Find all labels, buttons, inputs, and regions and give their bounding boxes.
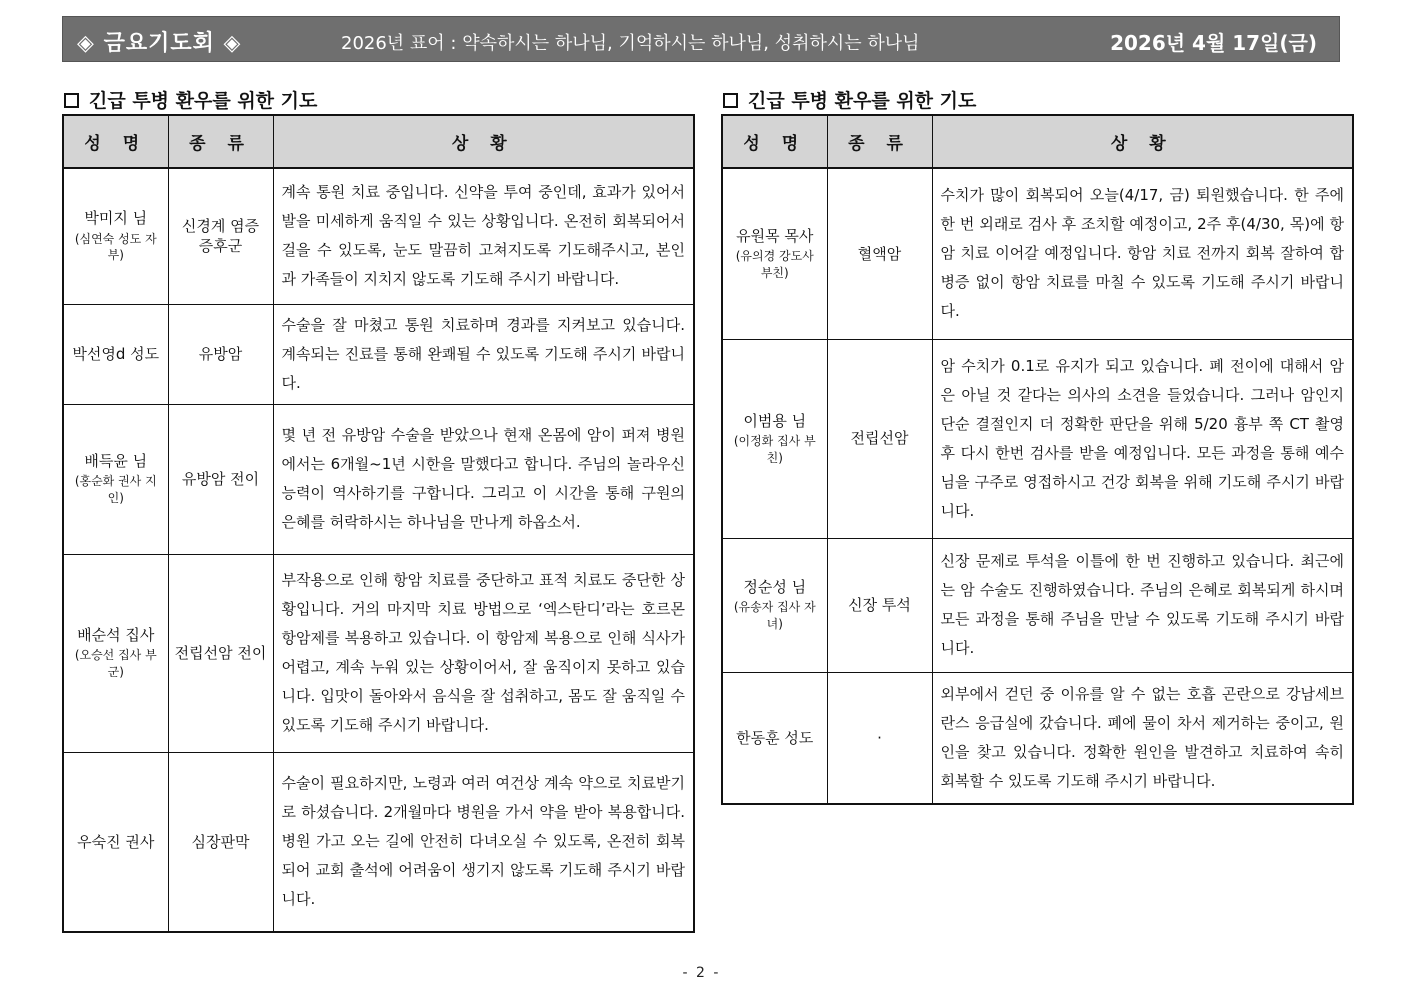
checkbox-square-icon — [64, 93, 79, 108]
table-row — [63, 168, 694, 304]
situation-text: 외부에서 걷던 중 이유를 알 수 없는 호흡 곤란으로 강남세브란스 응급실에 갔습니다. 폐에 물이 차서 제거하는 중이고, 원인을 찾고 있습니다. 정확한 원인을 발견하고 치료하여 속히 회복할 수 있도록 기도해 주시기 바랍니다. — [932, 672, 1353, 804]
patient-relation: (유송자 집사 자녀) — [733, 600, 816, 632]
situation-text: 계속 통원 치료 중입니다. 신약을 투여 중인데, 효과가 있어서 발을 미세하게 움직일 수 있는 상황입니다. 온전히 회복되어서 걸을 수 있도록, 눈도 말끔히 고쳐지도록 기도해주시고, 본인과 가족들이 지치지 않도록 기도해 주시기 바랍니다. — [273, 168, 694, 304]
page-number: - 2 - — [682, 965, 721, 981]
column-header-situation: 상 황 — [932, 115, 1353, 168]
patient-name-cell — [63, 404, 168, 554]
patient-name-cell — [722, 168, 827, 339]
patient-name: 배득윤 님 — [84, 452, 148, 471]
table-row — [63, 554, 694, 752]
column-header-situation: 상 황 — [273, 115, 694, 168]
patient-name-cell — [63, 554, 168, 752]
patient-name: 박선영d 성도 — [72, 344, 160, 363]
illness-kind: 전립선암 전이 — [168, 554, 273, 752]
patient-name-cell — [63, 168, 168, 304]
bulletin-date: 2026년 4월 17일(금) — [1110, 31, 1317, 55]
patient-relation: (이정화 집사 부친) — [733, 433, 816, 465]
situation-text: 암 수치가 0.1로 유지가 되고 있습니다. 폐 전이에 대해서 암은 아닐 것 같다는 의사의 소견을 들었습니다. 그러나 암인지 단순 결절인지 더 정확한 판단을 위해 5/20 흉부 쪽 CT 촬영 후 다시 한번 검사를 받을 예정입니다. 모든 과정을 통해 예수님을 구주로 영접하시고 건강 회복을 위해 기도해 주시기 바랍니다. — [932, 339, 1353, 538]
patient-name-cell — [722, 538, 827, 672]
illness-kind: 유방암 전이 — [168, 404, 273, 554]
table-row — [63, 404, 694, 554]
patient-name: 유원목 목사 — [736, 226, 814, 245]
illness-kind: 심장판막 — [168, 752, 273, 932]
column-header-name: 성 명 — [63, 115, 168, 168]
patient-name-cell — [63, 752, 168, 932]
situation-text: 수술을 잘 마쳤고 통원 치료하며 경과를 지켜보고 있습니다. 계속되는 진료를 통해 완쾌될 수 있도록 기도해 주시기 바랍니다. — [273, 304, 694, 404]
patient-name-cell — [722, 339, 827, 538]
table-row — [722, 339, 1353, 538]
patient-name-cell — [722, 672, 827, 804]
patient-relation: (오승선 집사 부군) — [74, 648, 157, 680]
bulletin-title: ◈ 금요기도회 ◈ — [77, 31, 242, 56]
illness-kind: 혈액암 — [827, 168, 932, 339]
table-row — [722, 538, 1353, 672]
right-section-title — [723, 86, 976, 113]
situation-text: 수술이 필요하지만, 노령과 여러 여건상 계속 약으로 치료받기로 하셨습니다. 2개월마다 병원을 가서 약을 받아 복용합니다. 병원 가고 오는 길에 안전히 다녀오실 수 있도록, 온전히 회복되어 교회 출석에 어려움이 생기지 않도록 기도해 주시기 바랍니다. — [273, 752, 694, 932]
column-header-kind: 종 류 — [827, 115, 932, 168]
illness-kind: · — [827, 672, 932, 804]
patient-name: 이범용 님 — [743, 411, 807, 430]
situation-text: 몇 년 전 유방암 수술을 받았으나 현재 온몸에 암이 퍼져 병원에서는 6개월~1년 시한을 말했다고 합니다. 주님의 놀라우신 능력이 역사하기를 구합니다. 그리고 이 시간을 통해 구원의 은혜를 허락하시는 하나님을 만나게 하옵소서. — [273, 404, 694, 554]
left-section-title-text: 긴급 투병 환우를 위한 기도 — [89, 90, 318, 112]
table-row — [722, 168, 1353, 339]
right-section-title-text: 긴급 투병 환우를 위한 기도 — [748, 90, 977, 112]
illness-kind: 전립선암 — [827, 339, 932, 538]
patient-name: 배순석 집사 — [77, 626, 155, 645]
patient-name: 정순성 님 — [743, 578, 807, 597]
table-row — [63, 304, 694, 404]
table-row — [722, 672, 1353, 804]
patient-relation: (홍순화 권사 지인) — [74, 474, 157, 506]
patient-relation: (유의경 강도사 부친) — [735, 249, 814, 280]
patient-name-cell — [63, 304, 168, 404]
left-prayer-table — [62, 114, 695, 933]
table-header-row — [63, 115, 694, 168]
situation-text: 부작용으로 인해 항암 치료를 중단하고 표적 치료도 중단한 상황입니다. 거의 마지막 치료 방법으로 ‘엑스탄디’라는 호르몬 항암제를 복용하고 있습니다. 이 항암제 복용으로 인해 식사가 어렵고, 계속 누워 있는 상황이어서, 잘 움직이지 못하고 있습니다. 입맛이 돌아와서 음식을 잘 섭취하고, 몸도 잘 움직일 수 있도록 기도해 주시기 바랍니다. — [273, 554, 694, 752]
checkbox-square-icon — [723, 93, 738, 108]
right-prayer-table — [721, 114, 1354, 805]
illness-kind: 유방암 — [168, 304, 273, 404]
illness-kind: 신경계 염증 증후군 — [168, 168, 273, 304]
column-header-kind: 종 류 — [168, 115, 273, 168]
patient-name: 우숙진 권사 — [77, 832, 155, 851]
column-header-name: 성 명 — [722, 115, 827, 168]
illness-kind: 신장 투석 — [827, 538, 932, 672]
patient-name: 박미지 님 — [84, 209, 148, 228]
table-row — [63, 752, 694, 932]
year-motto: 2026년 표어 : 약속하시는 하나님, 기억하시는 하나님, 성취하시는 하나님 — [341, 33, 920, 54]
patient-name: 한동훈 성도 — [736, 728, 814, 747]
table-header-row — [722, 115, 1353, 168]
situation-text: 신장 문제로 투석을 이틀에 한 번 진행하고 있습니다. 최근에는 암 수술도 진행하였습니다. 주님의 은혜로 회복되게 하시며 모든 과정을 통해 주님을 만날 수 있도록 기도해 주시기 바랍니다. — [932, 538, 1353, 672]
header-bar — [62, 16, 1340, 62]
situation-text: 수치가 많이 회복되어 오늘(4/17, 금) 퇴원했습니다. 한 주에 한 번 외래로 검사 후 조치할 예정이고, 2주 후(4/30, 목)에 항암 치료 이어갈 예정입니다. 항암 치료 전까지 회복 잘하여 합병증 없이 항암 치료를 마칠 수 있도록 기도해 주시기 바랍니다. — [932, 168, 1353, 339]
patient-relation: (심연숙 성도 자부) — [74, 231, 157, 263]
left-section-title — [64, 86, 317, 113]
